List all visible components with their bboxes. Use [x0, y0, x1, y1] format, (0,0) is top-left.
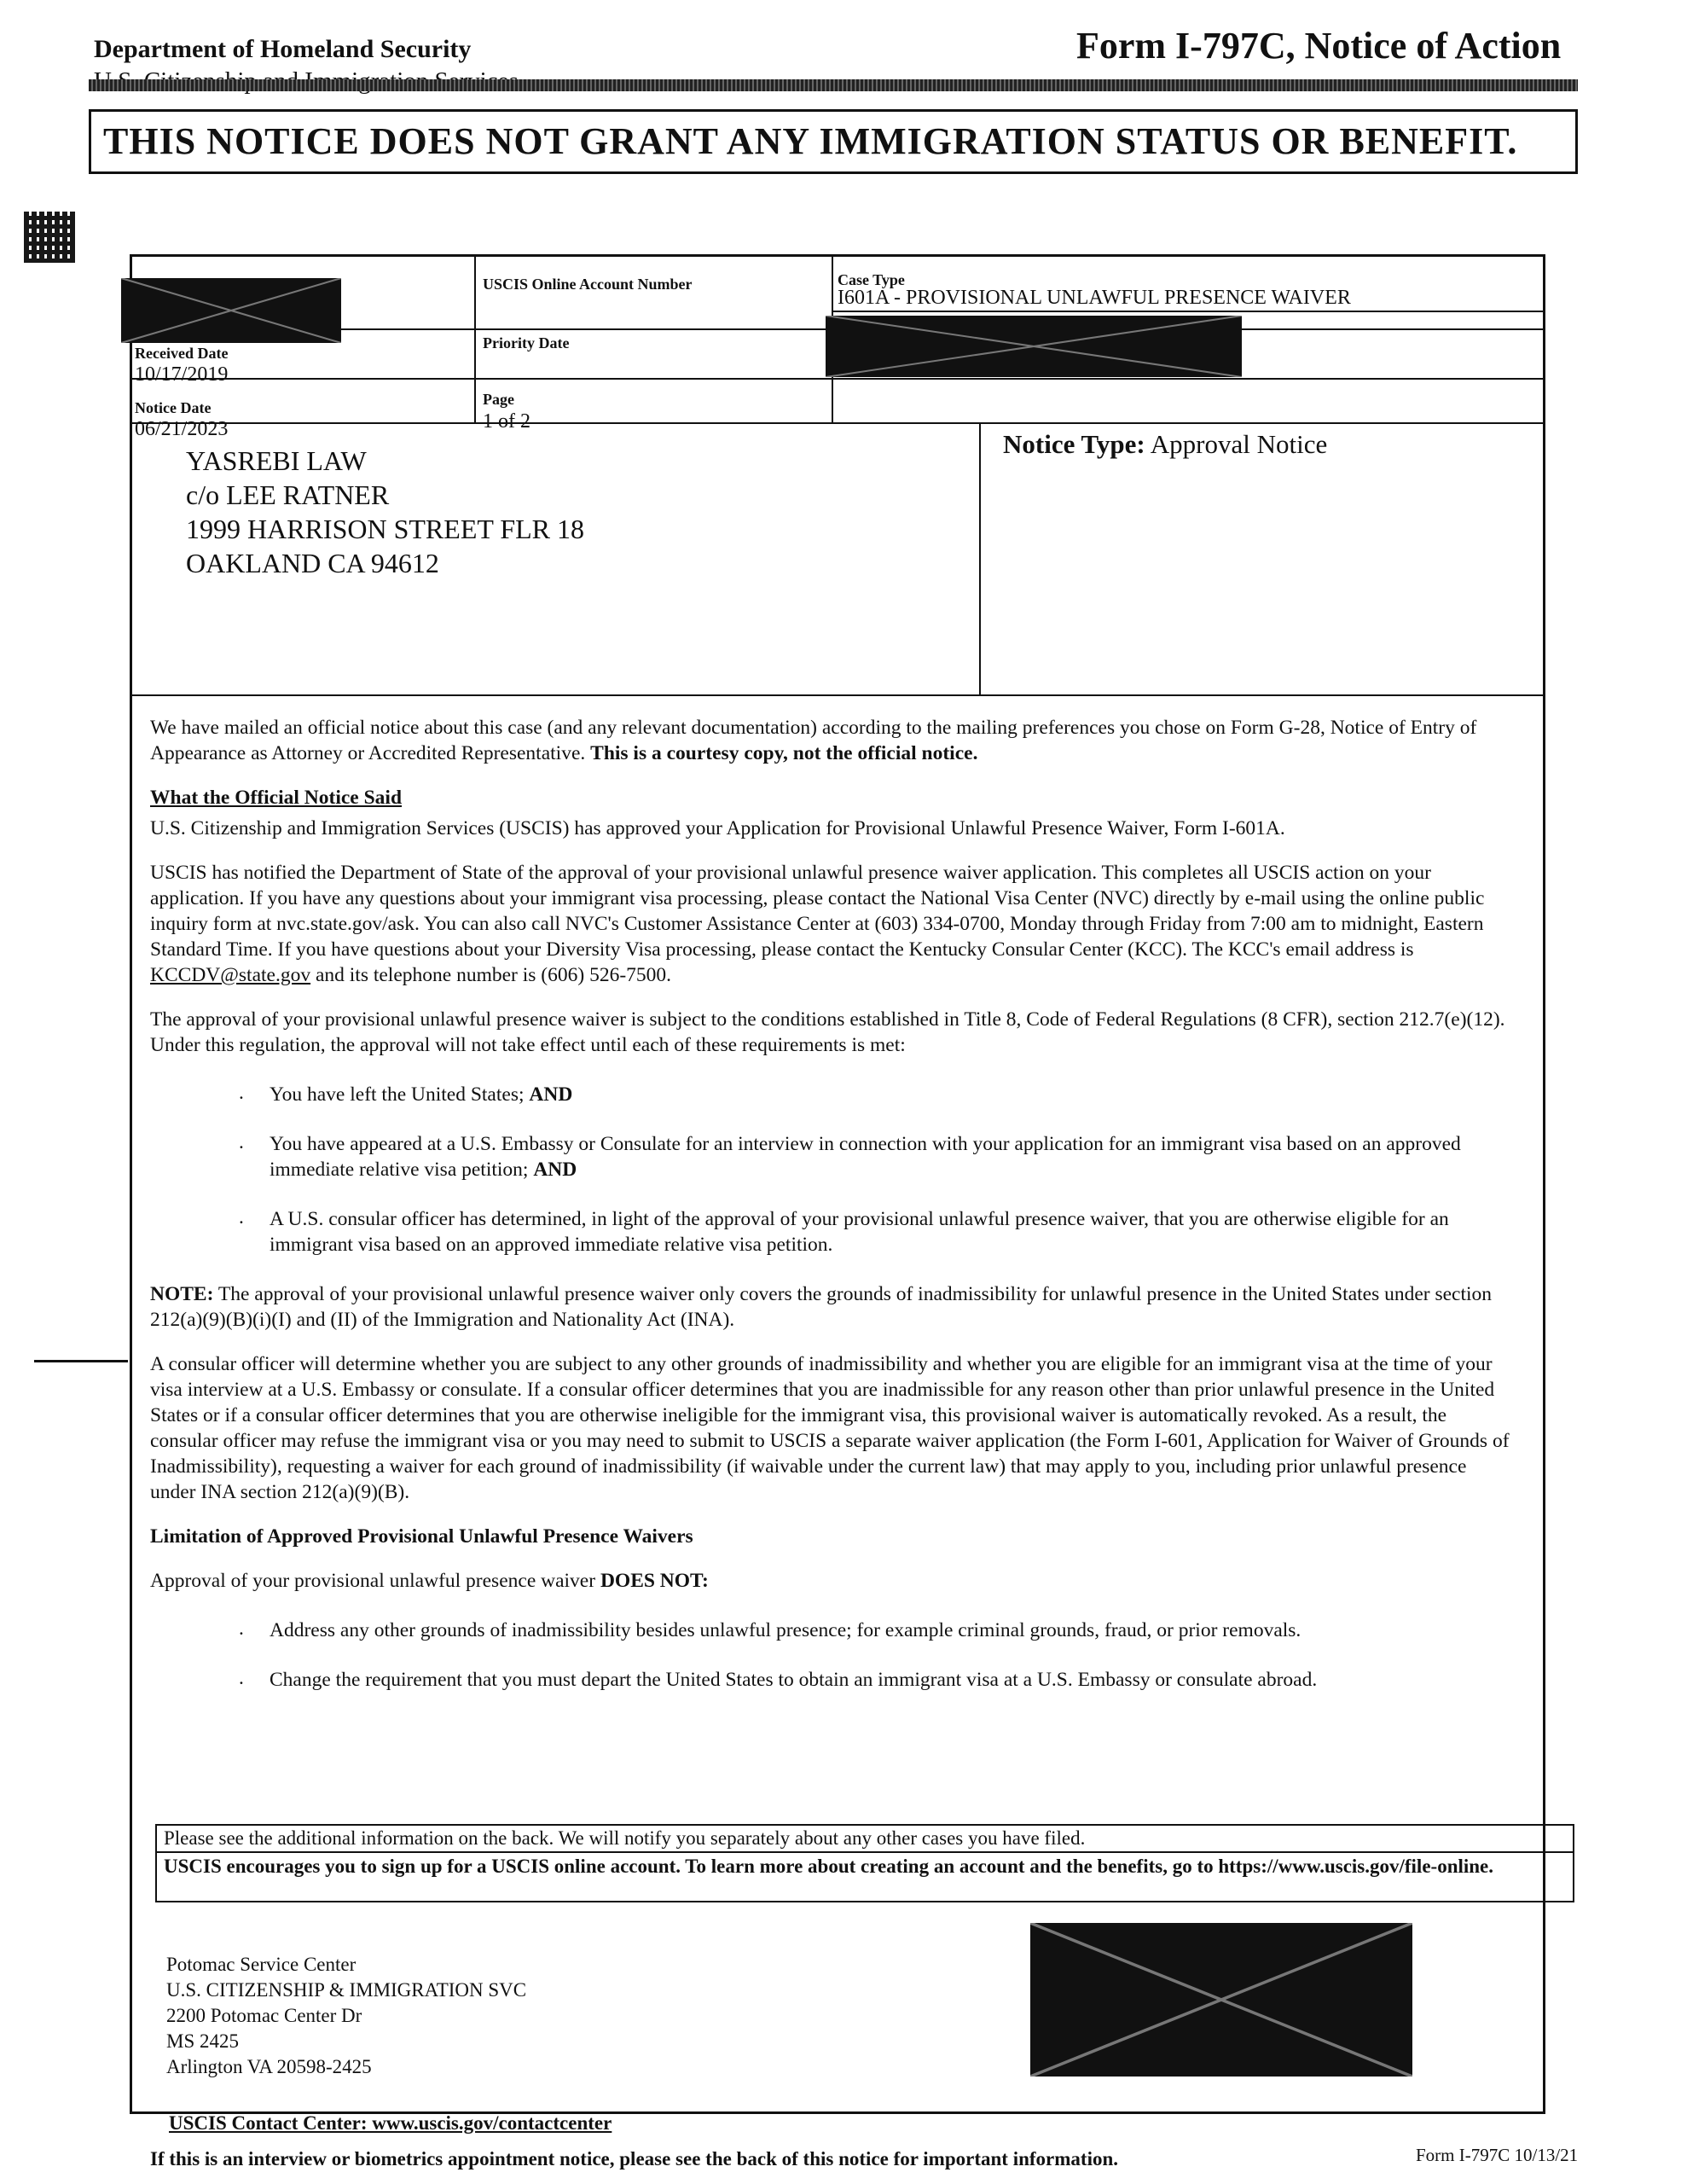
notice-date-label: Notice Date [135, 399, 212, 416]
address-line: OAKLAND CA 94612 [186, 548, 439, 578]
notice-type [1003, 429, 1327, 460]
additional-info-box [155, 1824, 1574, 1853]
margin-mark [34, 1360, 128, 1362]
case-type-label: Case Type [838, 271, 905, 288]
note-paragraph: NOTE: The approval of your provisional unlawful presence waiver only covers the grounds of inadmissibility for unlawful presence in the United States under section 212(a)(9)(B)(i)(I) and (II) of the Immigration and Nationality Act (INA). [150, 1283, 1493, 1331]
notice-type-label: Notice Type: [1003, 429, 1145, 459]
grid-line [832, 311, 1545, 312]
case-type-value: I601A - PROVISIONAL UNLAWFUL PRESENCE WAIVER [838, 287, 1351, 309]
paragraph: U.S. Citizenship and Immigration Services (USCIS) has approved your Application for Provisional Unlawful Presence Waiver, Form I-601A. [150, 817, 1285, 839]
list-item: . A U.S. consular officer has determined, in light of the approval of your provisional unlawful presence waiver, that you are otherwise eligible for an immigrant visa based on an approved immediate relative visa petition. [150, 1206, 1515, 1258]
additional-info-text: Please see the additional information on the back. We will notify you separately about any other cases you have filed. [164, 1827, 1086, 1849]
grid-line [130, 422, 1545, 424]
intro-paragraph: We have mailed an official notice about this case (and any relevant documentation) according to the mailing preferences you chose on Form G-28, Notice of Entry of Appearance as Attorney or Accredited Representative. This is a courtesy copy, not the official notice. [150, 717, 1477, 764]
status-banner: THIS NOTICE DOES NOT GRANT ANY IMMIGRATION STATUS OR BENEFIT. [89, 109, 1578, 174]
notice-body [150, 715, 1515, 1716]
grid-line [979, 422, 981, 695]
paragraph: USCIS has notified the Department of State of the approval of your provisional unlawful presence waiver application. This completes all USCIS action on your application. If you have any questions about your immigrant visa processing, please contact the National Visa Center (NVC) directly by e-mail using the online public inquiry form at nvc.state.gov/ask. You can also call NVC's Customer Assistance Center at (603) 334-0700, Monday through Friday from 7:00 am to midnight, Eastern Standard Time. If you have questions about your Diversity Visa processing, please contact the Kentucky Consular Center (KCC). The KCC's email address is KCCDV@state.gov and its telephone number is (606) 526-7500. [150, 862, 1485, 986]
grid-line [130, 694, 1545, 696]
grid-line [474, 254, 476, 422]
paragraph: The approval of your provisional unlawful presence waiver is subject to the conditions established in Title 8, Code of Federal Regulations (8 CFR), section 212.7(e)(12). Under this regulation, the approval will not take effect until each of these requirements is met: [150, 1008, 1505, 1056]
address-line: YASREBI LAW [186, 445, 367, 476]
account-number-label: USCIS Online Account Number [483, 276, 693, 293]
redaction-box [826, 316, 1242, 377]
paragraph: A consular officer will determine whether you are subject to any other grounds of inadmissibility and whether you are eligible for an immigrant visa at the time of your visa interview at a U.S. Embassy or consulate. If a consular officer determines that you are inadmissible for any reason other than prior unlawful presence in the United States or if a consular officer determines that you are otherwise ineligible for the immigrant visa, this provisional waiver is automatically revoked. As a result, the consular officer may refuse the immigrant visa or you may need to submit to USCIS a separate waiver application (the Form I-601, Application for Waiver of Grounds of Inadmissibility), requesting a waiver for each ground of inadmissibility (if waivable under the current law) that may apply to you, including prior unlawful presence under INA section 212(a)(9)(B). [150, 1353, 1510, 1503]
service-center-address [166, 1952, 526, 2080]
mailing-address [186, 444, 584, 580]
agency-name: Department of Homeland Security [94, 35, 472, 63]
page-value: 1 of 2 [483, 410, 530, 433]
redaction-box [121, 278, 341, 343]
grid-line [130, 378, 1545, 380]
service-center-line: U.S. CITIZENSHIP & IMMIGRATION SVC [166, 1979, 527, 2001]
online-account-box [155, 1853, 1574, 1902]
service-center-line: 2200 Potomac Center Dr [166, 2005, 362, 2026]
header-stripe [89, 79, 1578, 91]
kcc-email-link[interactable]: KCCDV@state.gov [150, 964, 311, 986]
priority-date-label: Priority Date [483, 334, 570, 351]
service-center-line: Arlington VA 20598-2425 [166, 2056, 372, 2077]
address-line: 1999 HARRISON STREET FLR 18 [186, 514, 585, 544]
redaction-box [1030, 1923, 1412, 2077]
interview-note: If this is an interview or biometrics appointment notice, please see the back of this notice for important information. [150, 2148, 1118, 2169]
address-line: c/o LEE RATNER [186, 479, 390, 510]
service-center-line: Potomac Service Center [166, 1954, 357, 1975]
received-date-label: Received Date [135, 345, 229, 362]
form-title: Form I-797C, Notice of Action [1076, 25, 1562, 67]
service-center-line: MS 2425 [166, 2030, 239, 2052]
list-item: . Address any other grounds of inadmissibility besides unlawful presence; for example criminal grounds, fraud, or prior removals. [150, 1618, 1515, 1643]
form-number: Form I-797C 10/13/21 [1416, 2145, 1579, 2165]
notice-type-value: Approval Notice [1150, 429, 1328, 459]
list-item: . You have appeared at a U.S. Embassy or Consulate for an interview in connection with your application for an immigrant visa based on an approved immediate relative visa petition; AND [150, 1131, 1515, 1182]
section-heading: What the Official Notice Said [150, 787, 403, 809]
notice-date-value: 06/21/2023 [135, 418, 229, 440]
page-label: Page [483, 391, 514, 408]
received-date-value: 10/17/2019 [135, 363, 229, 386]
list-item: . Change the requirement that you must depart the United States to obtain an immigrant visa at a U.S. Embassy or consulate abroad. [150, 1667, 1515, 1693]
online-account-text: USCIS encourages you to sign up for a USCIS online account. To learn more about creating an account and the benefits, go to https://www.uscis.gov/file-online. [164, 1856, 1494, 1877]
list-item: . You have left the United States; AND [150, 1082, 1515, 1107]
barcode-icon [24, 212, 75, 263]
contact-center-link[interactable]: USCIS Contact Center: www.uscis.gov/contactcenter [169, 2112, 612, 2134]
limitation-heading: Limitation of Approved Provisional Unlawful Presence Waivers [150, 1525, 693, 1548]
paragraph: Approval of your provisional unlawful presence waiver DOES NOT: [150, 1570, 709, 1592]
